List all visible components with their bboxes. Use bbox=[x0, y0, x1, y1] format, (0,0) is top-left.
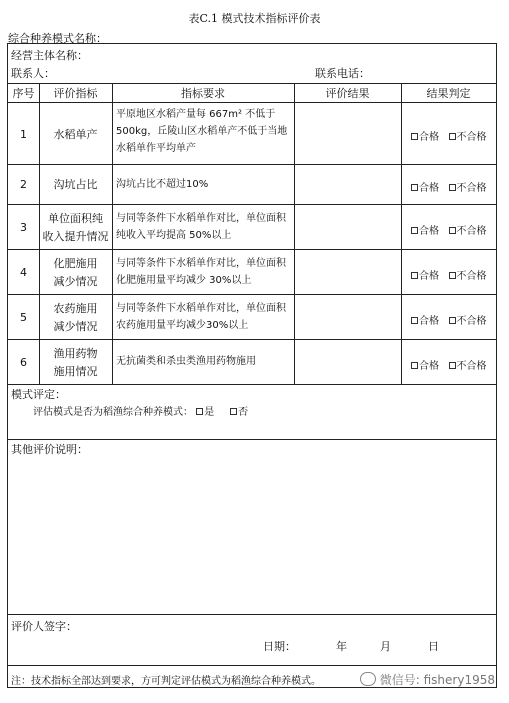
row-requirement: 与同等条件下水稻单作对比，单位面积农药施用量平均减少30%以上 bbox=[116, 303, 286, 331]
pass-checkbox[interactable] bbox=[411, 317, 418, 324]
header-result: 评价结果 bbox=[325, 87, 370, 100]
contact-label: 联系人： bbox=[11, 67, 55, 80]
header-no: 序号 bbox=[12, 87, 35, 100]
pass-label: 合格 bbox=[419, 361, 439, 372]
row-indicator-line1: 单位面积纯 bbox=[48, 212, 103, 225]
fail-label: 不合格 bbox=[456, 271, 487, 282]
row-indicator-line2: 施用情况 bbox=[53, 365, 98, 378]
fail-checkbox[interactable] bbox=[449, 133, 456, 140]
result-checkboxes bbox=[411, 222, 487, 237]
row-requirement: 与同等条件下水稻单作对比，单位面积化肥施用量平均减少 30%以上 bbox=[116, 258, 286, 286]
row-requirement: 无抗菌类和杀虫类渔用药物施用 bbox=[116, 356, 256, 367]
pass-checkbox[interactable] bbox=[411, 362, 418, 369]
month-label: 月 bbox=[380, 640, 391, 653]
fail-checkbox[interactable] bbox=[449, 227, 456, 234]
row-indicator-line1: 化肥施用 bbox=[53, 257, 98, 270]
yes-label: 是 bbox=[204, 407, 215, 418]
pass-label: 合格 bbox=[419, 183, 439, 194]
row-indicator-line2: 减少情况 bbox=[53, 275, 98, 288]
signature-title: 评价人签字： bbox=[11, 620, 77, 633]
evaluation-form bbox=[7, 43, 497, 688]
header-judgement: 结果判定 bbox=[426, 87, 471, 100]
note-text: 注：技术指标全部达到要求，方可判定评估模式为稻渔综合种养模式。 bbox=[11, 676, 321, 687]
day-label: 日 bbox=[428, 640, 439, 653]
fail-checkbox[interactable] bbox=[449, 362, 456, 369]
row-number: 5 bbox=[20, 311, 27, 324]
row-indicator: 水稻单产 bbox=[53, 128, 98, 141]
fail-checkbox[interactable] bbox=[449, 317, 456, 324]
fail-label: 不合格 bbox=[456, 183, 487, 194]
assessment-question: 评估模式是否为稻渔综合种养模式： bbox=[33, 407, 193, 418]
fail-label: 不合格 bbox=[456, 226, 487, 237]
result-checkboxes bbox=[411, 128, 487, 143]
result-checkboxes bbox=[411, 312, 487, 327]
assessment-title: 模式评定： bbox=[11, 388, 66, 401]
row-requirement: 沟坑占比不超过10% bbox=[116, 179, 209, 190]
no-checkbox[interactable] bbox=[230, 408, 237, 415]
result-checkboxes bbox=[411, 179, 487, 194]
no-label: 否 bbox=[238, 407, 249, 418]
result-checkboxes bbox=[411, 267, 487, 282]
row-indicator-line2: 收入提升情况 bbox=[42, 230, 109, 243]
row-number: 2 bbox=[20, 178, 27, 191]
pass-label: 合格 bbox=[419, 226, 439, 237]
row-number: 4 bbox=[20, 266, 27, 279]
row-requirement: 平原地区水稻产量每 667m² 不低于 500kg，丘陵山区水稻单产不低于当地水稻单作平均单产 bbox=[116, 109, 288, 154]
pass-label: 合格 bbox=[419, 316, 439, 327]
row-number: 3 bbox=[20, 221, 27, 234]
row-indicator-line2: 减少情况 bbox=[53, 320, 98, 333]
row-indicator: 沟坑占比 bbox=[53, 178, 98, 191]
pass-checkbox[interactable] bbox=[411, 272, 418, 279]
row-requirement: 与同等条件下水稻单作对比，单位面积纯收入平均提高 50%以上 bbox=[116, 213, 286, 241]
row-number: 1 bbox=[20, 128, 27, 141]
fail-checkbox[interactable] bbox=[449, 184, 456, 191]
date-label: 日期： bbox=[263, 640, 296, 653]
row-indicator-line1: 渔用药物 bbox=[53, 347, 98, 360]
fail-label: 不合格 bbox=[456, 316, 487, 327]
pass-checkbox[interactable] bbox=[411, 133, 418, 140]
header-requirement: 指标要求 bbox=[181, 87, 225, 100]
mode-name-label: 综合种养模式名称： bbox=[8, 32, 107, 45]
other-title: 其他评价说明： bbox=[11, 443, 88, 456]
fail-label: 不合格 bbox=[456, 361, 487, 372]
header-indicator: 评价指标 bbox=[53, 87, 98, 100]
table-caption: 表C.1 模式技术指标评价表 bbox=[188, 12, 321, 25]
row-indicator-line1: 农药施用 bbox=[53, 302, 98, 315]
pass-checkbox[interactable] bbox=[411, 184, 418, 191]
wechat-watermark bbox=[360, 671, 495, 688]
year-label: 年 bbox=[336, 640, 347, 653]
row-number: 6 bbox=[20, 356, 27, 369]
operator-label: 经营主体名称： bbox=[11, 49, 88, 62]
fail-checkbox[interactable] bbox=[449, 272, 456, 279]
pass-label: 合格 bbox=[419, 271, 439, 282]
phone-label: 联系电话： bbox=[315, 67, 370, 80]
result-checkboxes bbox=[411, 357, 487, 372]
watermark-text: 微信号: fishery1958 bbox=[379, 673, 495, 687]
yes-checkbox[interactable] bbox=[196, 408, 203, 415]
wechat-icon bbox=[360, 672, 376, 686]
fail-label: 不合格 bbox=[456, 132, 487, 143]
assessment-question-line bbox=[33, 405, 248, 420]
pass-label: 合格 bbox=[419, 132, 439, 143]
pass-checkbox[interactable] bbox=[411, 227, 418, 234]
